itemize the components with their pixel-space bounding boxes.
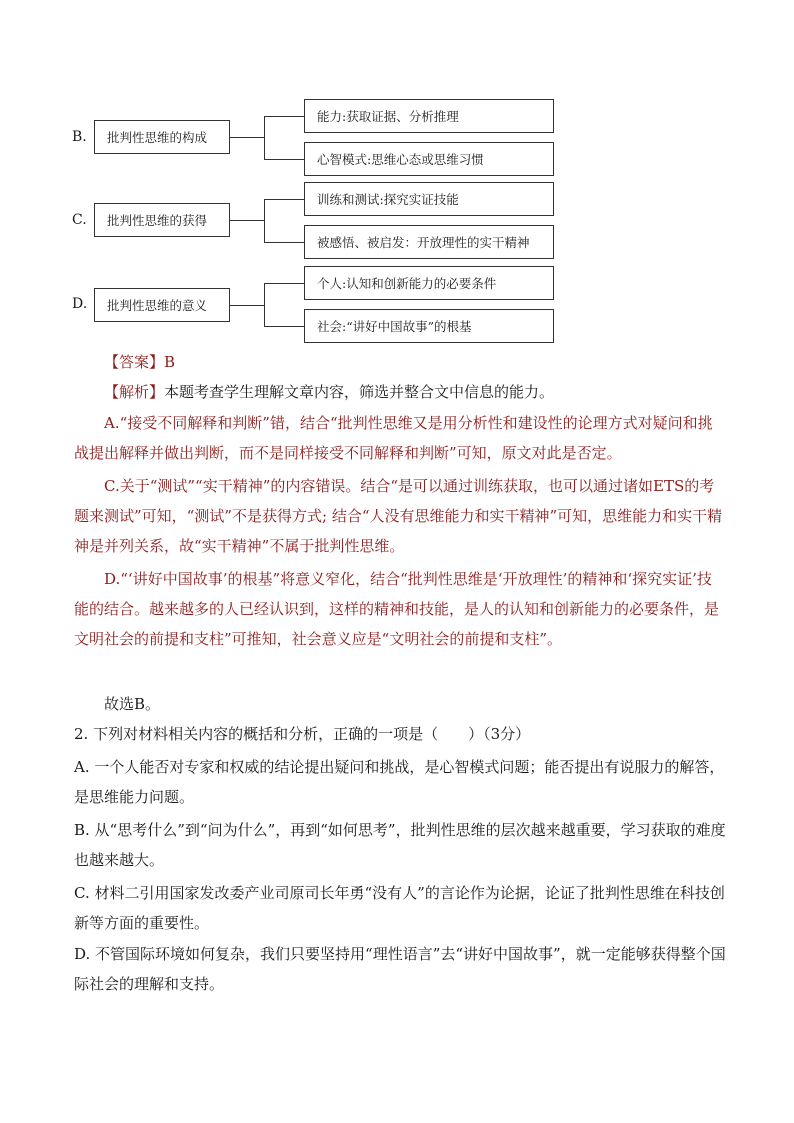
analysis-label: 【解析】 [104, 383, 165, 401]
answer-line [74, 347, 726, 377]
analysis-option-a: A.“接受不同解释和判断”错，结合“批判性思维又是用分析性和建设性的论理方式对疑问和挑战提出解释并做出判断，而不是同样接受不同解释和判断”可知，原文对此是否定。 [74, 414, 713, 462]
option-c-letter: C. [72, 212, 87, 228]
option-d-branch-2: 社会:“讲好中国故事”的根基 [304, 309, 554, 343]
answer-label: 【答案】 [104, 353, 165, 371]
option-d-main-box: 批判性思维的意义 [94, 288, 230, 322]
analysis-text: 本题考查学生理解文章内容，筛选并整合文中信息的能力。 [164, 383, 555, 401]
connector [264, 242, 304, 243]
connector [264, 116, 304, 117]
option-d-branch-1: 个人:认知和创新能力的必要条件 [304, 266, 554, 300]
connector [264, 159, 304, 160]
connector [264, 199, 265, 242]
connector [230, 220, 264, 221]
analysis-option-c: C.关于“测试”“实干精神”的内容错误。结合“是可以通过训练获取，也可以通过诸如ETS的考题来测试”可知，“测试”不是获得方式; 结合“人没有思维能力和实干精神”可知，思维能力和实干精神是并列关系，故“实干精神”不属于批判性思维。 [74, 477, 723, 555]
connector [230, 137, 264, 138]
question-2-option-d: D. 不管国际环境如何复杂，我们只要坚持用“理性语言”去“讲好中国故事”，就一定能够获得整个国际社会的理解和支持。 [74, 945, 726, 993]
option-b-branch-2: 心智模式:思维心态或思维习惯 [304, 142, 554, 176]
connector [264, 283, 265, 326]
answer-value: B [164, 353, 176, 371]
analysis-line [74, 377, 726, 407]
conclusion: 故选B。 [104, 695, 161, 713]
option-c-branch-1: 训练和测试:探究实证技能 [304, 182, 554, 216]
option-c-branch-2: 被感悟、被启发：开放理性的实干精神 [304, 225, 554, 259]
connector [264, 116, 265, 159]
connector [264, 199, 304, 200]
question-2-option-a: A. 一个人能否对专家和权威的结论提出疑问和挑战，是心智模式问题；能否提出有说服力的解答，是思维能力问题。 [74, 758, 725, 806]
connector [264, 283, 304, 284]
option-c-main-box: 批判性思维的获得 [94, 203, 230, 237]
question-2-stem: 2. 下列对材料相关内容的概括和分析，正确的一项是（ ）（3分） [74, 725, 531, 743]
question-2-option-c: C. 材料二引用国家发改委产业司原司长年勇“没有人”的言论作为论据，论证了批判性思维在科技创新等方面的重要性。 [74, 884, 725, 932]
connector [264, 326, 304, 327]
option-d-letter: D. [72, 296, 88, 312]
connector [230, 305, 264, 306]
option-b-main-box: 批判性思维的构成 [94, 120, 230, 154]
option-b-branch-1: 能力:获取证据、分析推理 [304, 99, 554, 133]
analysis-option-d: D.“‘讲好中国故事’的根基”将意义窄化，结合“批判性思维是‘开放理性’的精神和‘探究实证’技能的结合。越来越多的人已经认识到，这样的精神和技能，是人的认知和创新能力的必要条件，是文明社会的前提和支柱”可推知，社会意义应是“文明社会的前提和支柱”。 [74, 570, 720, 648]
question-2-option-b: B. 从“思考什么”到“问为什么”，再到“如何思考”，批判性思维的层次越来越重要，学习获取的难度也越来越大。 [74, 821, 726, 869]
option-b-letter: B. [72, 129, 87, 145]
